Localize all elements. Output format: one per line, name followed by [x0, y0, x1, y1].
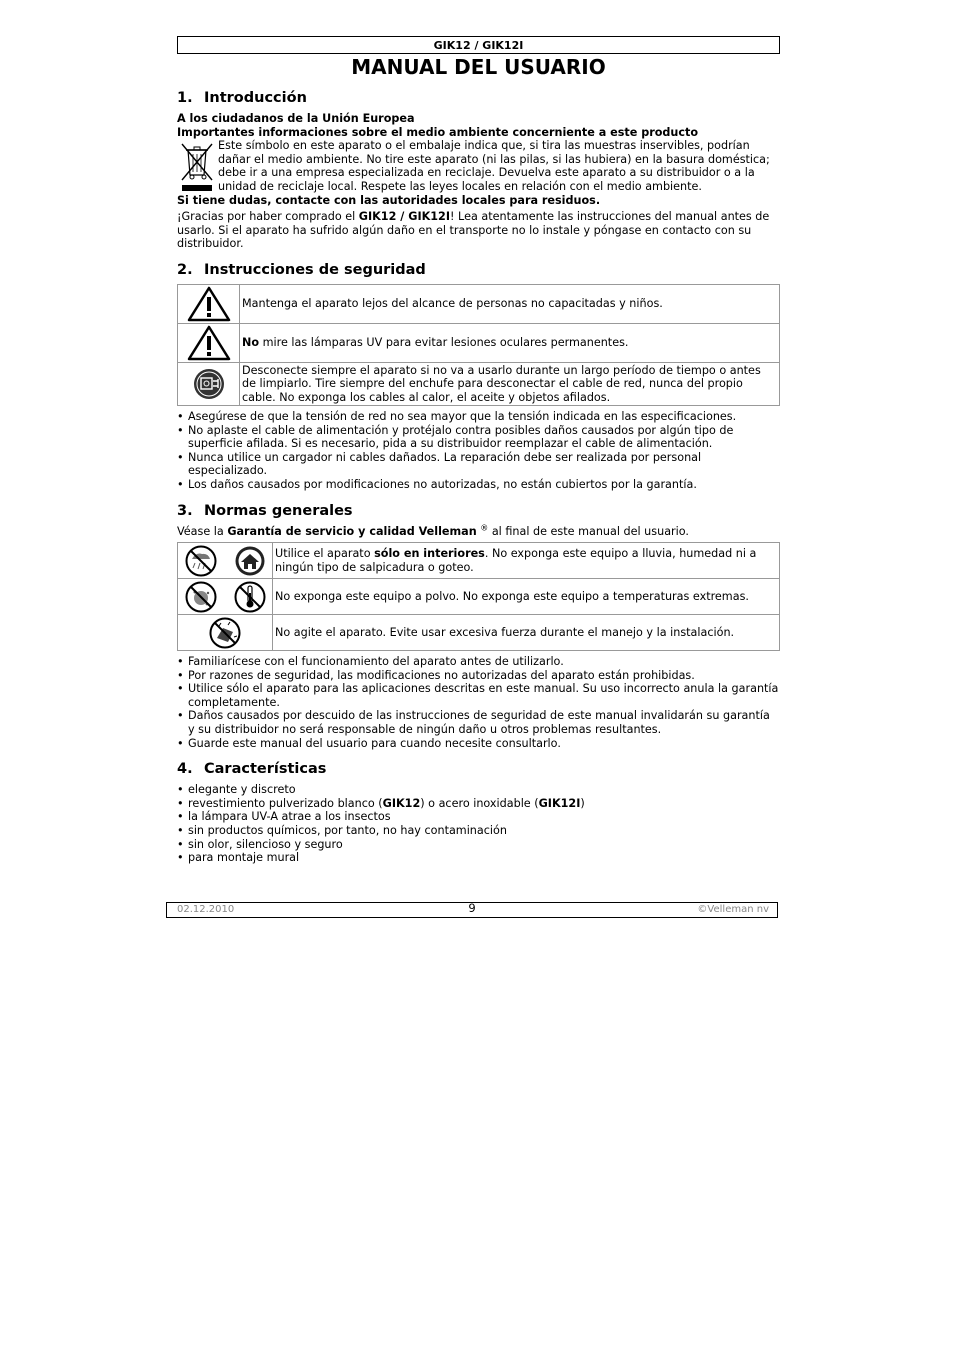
weee-text: Este símbolo en este aparato o el embalaje indica que, si tira las muestras inservibles, podrían dañar el medio ambiente. No tire este aparato (ni las pilas, si las hubiera) en la basura doméstica; debe ir a una empresa especializada en reciclaje. Devuelva este aparato a su distribuidor o a la unidad de reciclaje local. Respete las leyes locales en relación con el medio ambiente.: [218, 139, 770, 193]
safety-bullets: [177, 410, 780, 492]
indoor-use-icon: [233, 545, 267, 577]
list-item: • Asegúrese de que la tensión de red no sea mayor que la tensión indicada en las especificaciones.: [177, 410, 780, 424]
unplug-icon: [192, 367, 226, 401]
section-4-heading: 4. Características: [177, 761, 327, 778]
list-item: • revestimiento pulverizado blanco (GIK12) o acero inoxidable (GIK12I): [177, 797, 780, 811]
no-extreme-temperature-icon: [233, 581, 267, 613]
safety-row-2-text: No mire las lámparas UV para evitar lesiones oculares permanentes.: [240, 323, 780, 362]
env-heading: Importantes informaciones sobre el medio ambiente concerniente a este producto: [177, 125, 699, 139]
section-2-heading: 2. Instrucciones de seguridad: [177, 261, 426, 278]
safety-table: [177, 284, 780, 406]
guideline-row-3-text: No agite el aparato. Evite usar excesiva fuerza durante el manejo y la instalación.: [273, 615, 780, 651]
warning-icon: [187, 286, 231, 322]
list-item: • elegante y discreto: [177, 783, 780, 797]
guideline-row-1-text: Utilice el aparato sólo en interiores. No exponga este equipo a lluvia, humedad ni a ningún tipo de salpicadura o goteo.: [273, 543, 780, 579]
section-3-heading: 3. Normas generales: [177, 502, 353, 519]
weee-notice: [177, 139, 780, 193]
list-item: • sin olor, silencioso y seguro: [177, 838, 780, 852]
eu-heading: A los ciudadanos de la Unión Europea: [177, 112, 415, 125]
table-row: [178, 579, 780, 615]
features-list: [177, 783, 780, 865]
table-row: [178, 615, 780, 651]
table-row: [178, 284, 780, 323]
page-number: 9: [468, 901, 476, 915]
list-item: • Utilice sólo el aparato para las aplicaciones descritas en este manual. Su uso incorrecto anula la garantía completamente.: [177, 682, 780, 709]
safety-row-1-text: Mantenga el aparato lejos del alcance de personas no capacitadas y niños.: [240, 284, 780, 323]
page-footer: [166, 902, 778, 918]
list-item: • para montaje mural: [177, 851, 780, 865]
model-header: GIK12 / GIK12I: [177, 36, 780, 54]
safety-row-3-text: Desconecte siempre el aparato si no va a usarlo durante un largo período de tiempo o antes de limpiarlo. Tire siempre del enchufe para desconectar el cable de red, nunca del propio cable. No exponga los cables al calor, el aceite y objetos afilados.: [240, 362, 780, 405]
table-row: [178, 543, 780, 579]
footer-date: 02.12.2010: [177, 904, 235, 915]
guidelines-intro: Véase la Garantía de servicio y calidad Velleman ® al final de este manual del usuario.: [177, 522, 689, 538]
crossed-bin-icon: [179, 141, 215, 191]
table-row: [178, 323, 780, 362]
list-item: • la lámpara UV-A atrae a los insectos: [177, 810, 780, 824]
thanks-paragraph: ¡Gracias por haber comprado el GIK12 / GIK12I! Lea atentamente las instrucciones del manual antes de usarlo. Si el aparato ha sufrido algún daño en el transporte no lo instale y póngase en contacto con su distribuidor.: [177, 210, 770, 251]
no-shaking-icon: [208, 617, 242, 649]
list-item: • Los daños causados por modificaciones no autorizadas, no están cubiertos por la garantía.: [177, 478, 780, 492]
footer-copyright: ©Velleman nv: [697, 904, 769, 915]
guideline-row-2-text: No exponga este equipo a polvo. No exponga este equipo a temperaturas extremas.: [273, 579, 780, 615]
section-1-heading: 1. Introducción: [177, 90, 307, 106]
guidelines-table: [177, 542, 780, 651]
manual-page: [177, 36, 780, 865]
list-item: • sin productos químicos, por tanto, no hay contaminación: [177, 824, 780, 838]
page-title: MANUAL DEL USUARIO: [351, 55, 606, 79]
list-item: • Guarde este manual del usuario para cuando necesite consultarlo.: [177, 737, 780, 751]
doubts-note: Si tiene dudas, contacte con las autoridades locales para residuos.: [177, 193, 601, 207]
no-rain-icon: [184, 545, 218, 577]
table-row: [178, 362, 780, 405]
list-item: • Daños causados por descuido de las instrucciones de seguridad de este manual invalidarán su garantía y su distribuidor no será responsable de ningún daño u otros problemas resultantes.: [177, 709, 780, 736]
list-item: • Por razones de seguridad, las modificaciones no autorizadas del aparato están prohibidas.: [177, 669, 780, 683]
no-dust-icon: [184, 581, 218, 613]
warning-icon: [187, 325, 231, 361]
list-item: • Nunca utilice un cargador ni cables dañados. La reparación debe ser realizada por personal especializado.: [177, 451, 780, 478]
list-item: • Familiarícese con el funcionamiento del aparato antes de utilizarlo.: [177, 655, 780, 669]
list-item: • No aplaste el cable de alimentación y protéjalo contra posibles daños causados por algún tipo de superficie afilada. Si es necesario, pida a su distribuidor reemplazar el cable de alimentación.: [177, 424, 780, 451]
guidelines-bullets: [177, 655, 780, 750]
